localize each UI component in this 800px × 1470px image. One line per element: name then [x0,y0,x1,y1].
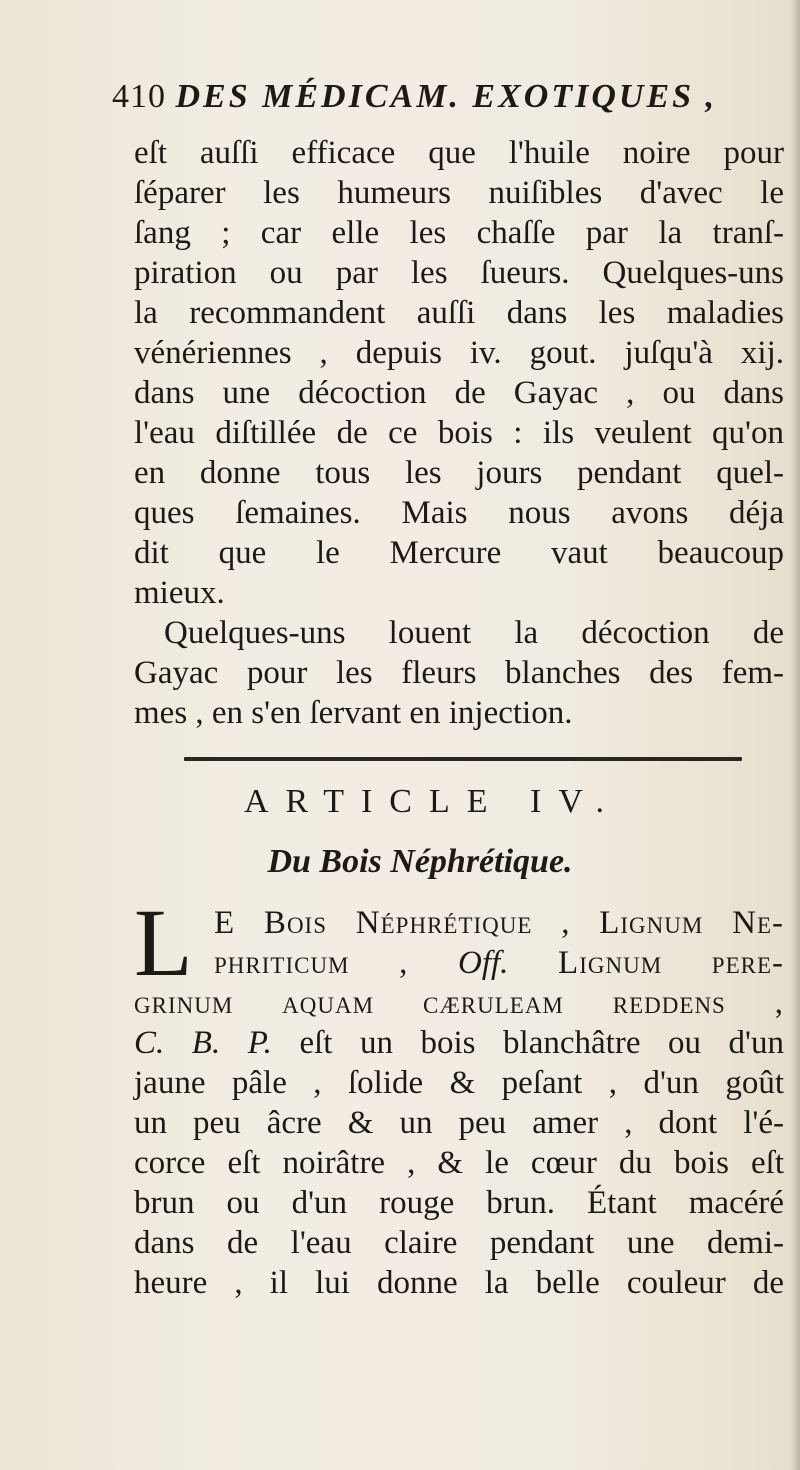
text-line: brun ou d'un rouge brun. Étant macéré [134,1185,784,1221]
text-line: un peu âcre & un peu amer , dont l'é- [134,1105,784,1141]
text-segment: C. B. P. [134,1025,272,1061]
text-line: mieux. [134,575,225,611]
text-line [134,983,784,1023]
page-number: 410 [112,78,166,115]
text-segment: Off. [458,945,509,981]
text-line [214,943,784,983]
text-segment: eſt un bois blanchâtre ou d'un [271,1025,784,1061]
text-segment: Lignum pere- [508,945,784,981]
text-line [214,903,784,943]
running-header [112,78,792,116]
running-title: DES MÉDICAM. EXOTIQUES , [175,78,718,115]
section-divider [184,757,742,761]
text-line: ques ſemaines. Mais nous avons déja [134,495,784,531]
text-line: vénériennes , depuis iv. gout. juſqu'à xij. [134,335,784,371]
text-line: mes , en s'en ſervant en injection. [134,695,573,731]
text-segment: E Bois Néphrétique , Lignum Ne- [214,905,784,941]
text-line: en donne tous les jours pendant quel- [134,455,784,491]
text-line: jaune pâle , ſolide & peſant , d'un goût [134,1065,784,1101]
article-subtitle: Du Bois Néphrétique. [267,843,573,880]
text-line: dit que le Mercure vaut beaucoup [134,535,784,571]
text-line [134,1023,784,1063]
text-line: ſéparer les humeurs nuiſibles d'avec le [134,175,784,211]
text-line: corce eſt noirâtre , & le cœur du bois eſt [134,1145,784,1181]
drop-cap: L [134,889,193,996]
text-segment: grinum aquam cæruleam reddens , [134,985,784,1021]
article-heading: ARTICLE IV. [244,783,621,820]
text-line: ſang ; car elle les chaſſe par la tranſ- [134,215,784,251]
text-line: la recommandent auſſi dans les maladies [134,295,784,331]
text-line: heure , il lui donne la belle couleur de [134,1265,784,1301]
text-line: Gayac pour les fleurs blanches des fem- [134,655,784,691]
text-line: l'eau diſtillée de ce bois : ils veulent qu'on [134,415,784,451]
text-line: dans une décoction de Gayac , ou dans [134,375,784,411]
text-segment: phriticum , [214,945,459,981]
text-line: piration ou par les ſueurs. Quelques-uns [134,255,784,291]
page-edge-shadow [790,0,800,1470]
text-line: Quelques-uns louent la décoction de [164,615,784,651]
text-line: eſt auſſi efficace que l'huile noire pour [134,135,784,171]
text-line: dans de l'eau claire pendant une demi- [134,1225,784,1261]
